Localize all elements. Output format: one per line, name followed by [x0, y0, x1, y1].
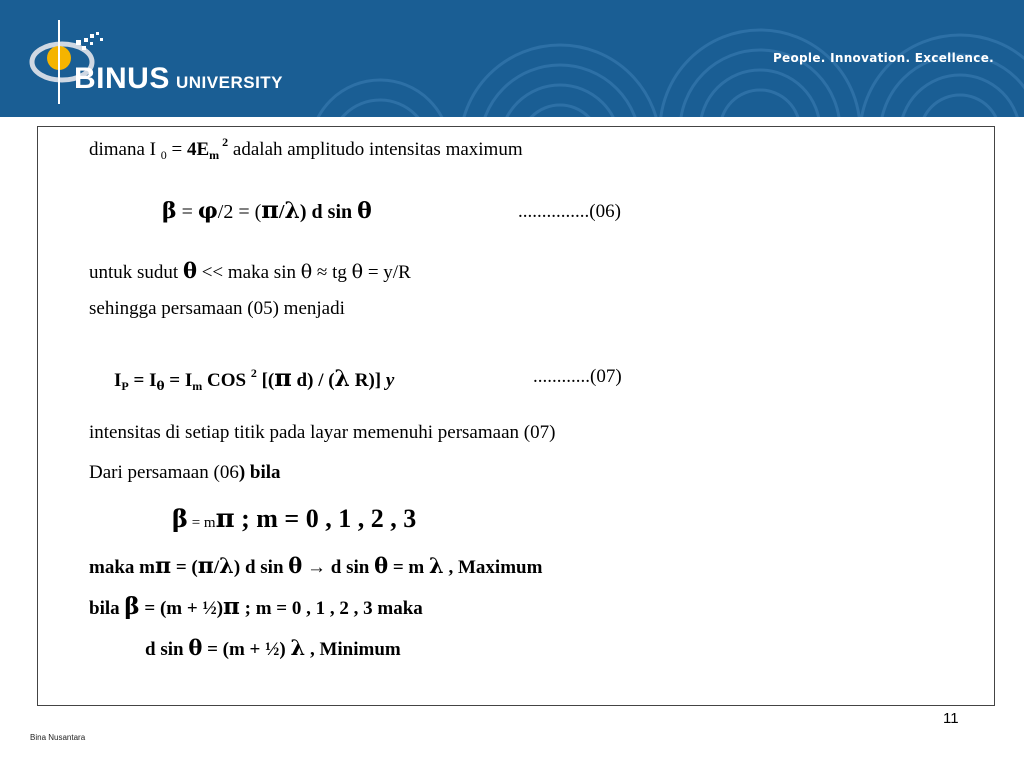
equation-06: β = φ/2 = (π/λ) d sin θ [162, 195, 372, 224]
brand-name: BINUS [74, 62, 170, 95]
line-small-angle: untuk sudut θ << maka sin θ ≈ tg θ = y/R [89, 258, 411, 283]
tagline: People. Innovation. Excellence. [772, 51, 994, 65]
equation-07: $I_P = I_\theta = I_m$ COS $^2$ [(π d) / (λ R)] y [114, 363, 395, 393]
equation-07-ref: ............(07) [533, 366, 622, 387]
condition-beta-m-pi: β = mπ ; m = 0 , 1 , 2 , 3 [172, 504, 417, 534]
brand-subtitle: UNIVERSITY [176, 73, 284, 92]
line-maximum: maka mπ = (π/λ) d sin θ → d sin θ = m λ , Maximum [89, 553, 543, 579]
equation-06-ref: ...............(06) [518, 201, 621, 222]
line-definition: dimana I $_0 = 4E_m$ $^2$ adalah amplitudo intensitas maximum [89, 135, 523, 162]
header-bar [0, 0, 1024, 117]
line-dari-persamaan: Dari persamaan (06) bila [89, 462, 281, 483]
line-persamaan-05: sehingga persamaan (05) menjadi [89, 298, 345, 319]
line-bila-half: bila β = (m + ½)π ; m = 0 , 1 , 2 , 3 maka [89, 593, 423, 620]
footer-text: Bina Nusantara [30, 733, 86, 742]
line-intensitas: intensitas di setiap titik pada layar memenuhi persamaan (07) [89, 422, 556, 443]
line-minimum: d sin θ = (m + ½) λ , Minimum [145, 635, 401, 660]
page-number: 11 [943, 710, 959, 727]
